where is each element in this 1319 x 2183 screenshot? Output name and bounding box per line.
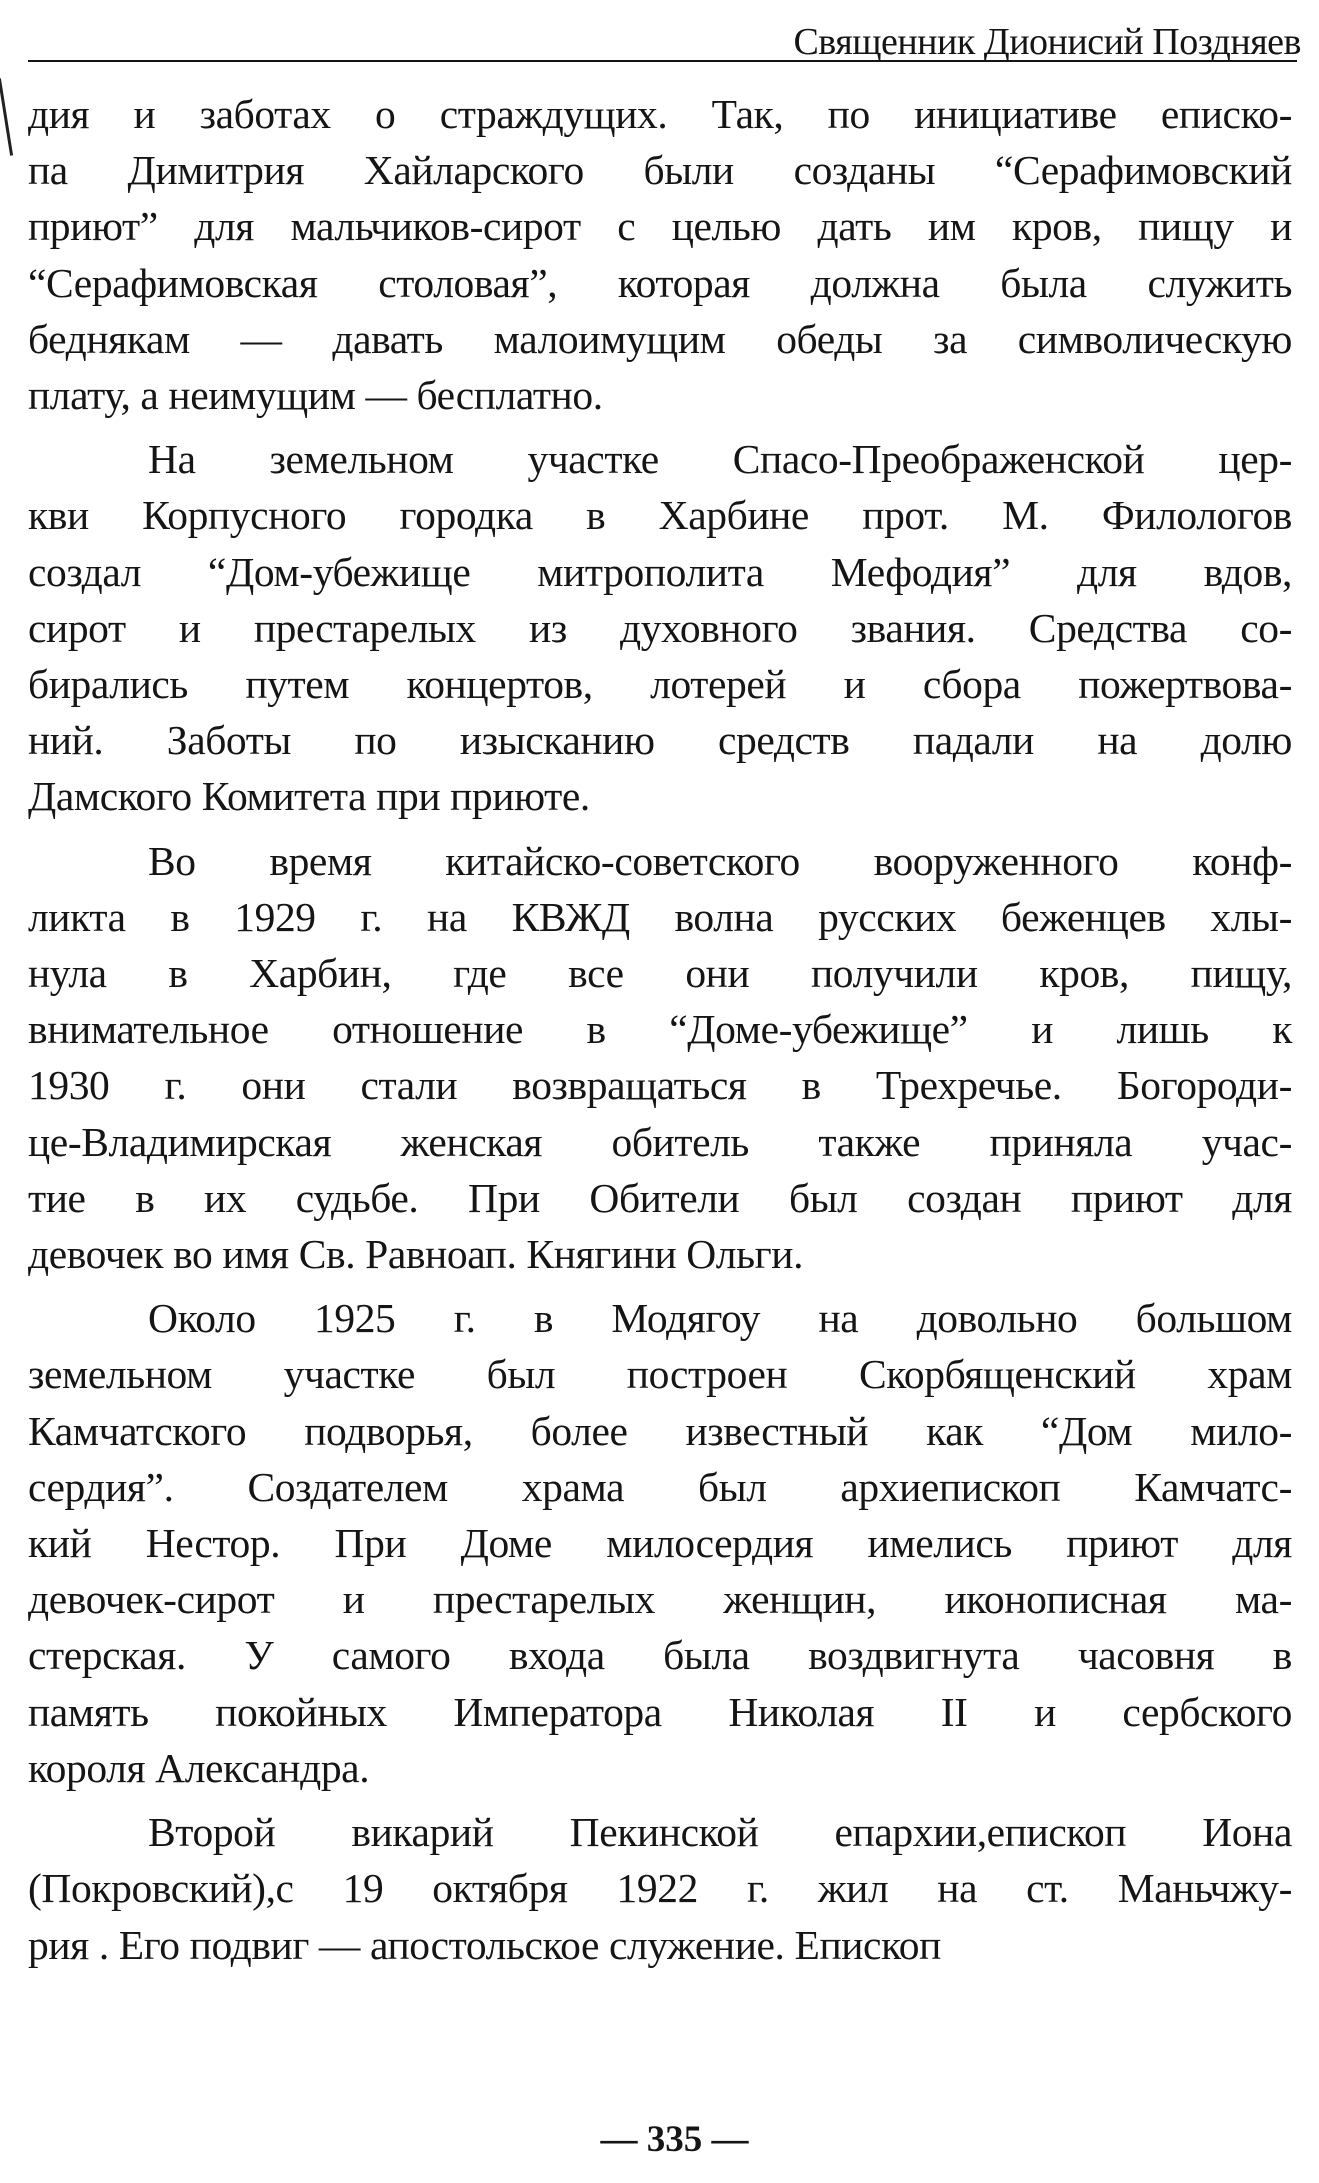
paragraph: [28, 1290, 1292, 1796]
text-line: девочек во имя Св. Равноап. Княгини Ольги.: [28, 1231, 804, 1278]
header-rule: [28, 60, 1297, 62]
text-line: беднякам — давать малоимущим обеды за символическую: [28, 315, 1292, 362]
text-line: сирот и престарелых из духовного звания. Средства со-: [28, 604, 1292, 651]
text-line: Во время китайско-советского вооруженного конф-: [148, 837, 1292, 884]
text-line: кви Корпусного городка в Харбине прот. М. Филологов: [28, 492, 1292, 539]
text-line: Около 1925 г. в Модягоу на довольно большом: [148, 1295, 1292, 1342]
text-line: це-Владимирская женская обитель также приняла учас-: [28, 1118, 1292, 1165]
text-line: бирались путем концертов, лотерей и сбора пожертвова-: [28, 661, 1292, 708]
paragraph: [28, 833, 1292, 1283]
text-line: создал “Дом-убежище митрополита Мефодия” для вдов,: [28, 548, 1292, 595]
text-line: 1930 г. они стали возвращаться в Трехречье. Богороди-: [28, 1062, 1292, 1109]
text-line: ний. Заботы по изысканию средств падали на долю: [28, 717, 1292, 764]
text-line: плату, а неимущим — бесплатно.: [28, 372, 603, 419]
text-line: ликта в 1929 г. на КВЖД волна русских беженцев хлы-: [28, 893, 1292, 940]
running-head: Священник Дионисий Поздняев: [793, 21, 1301, 63]
text-line: кий Нестор. При Доме милосердия имелись приют для: [28, 1520, 1292, 1567]
text-line: тие в их судьбе. При Обители был создан приют для: [28, 1174, 1292, 1221]
paragraph: [28, 431, 1292, 824]
text-line: земельном участке был построен Скорбященский храм: [28, 1351, 1292, 1398]
text-line: стерская. У самого входа была воздвигнута часовня в: [28, 1632, 1292, 1679]
text-line: рия . Его подвиг — апостольское служение. Епископ: [28, 1921, 941, 1968]
text-line: На земельном участке Спасо-Преображенской цер-: [148, 436, 1292, 483]
text-line: сердия”. Создателем храма был архиепископ Камчатс-: [28, 1463, 1292, 1510]
paragraph: [28, 1804, 1292, 1973]
text-line: внимательное отношение в “Доме-убежище” и лишь к: [28, 1006, 1292, 1053]
text-line: Камчатского подворья, более известный как “Дом мило-: [28, 1407, 1292, 1454]
margin-mark: [0, 78, 13, 156]
text-line: короля Александра.: [28, 1744, 370, 1791]
text-line: Второй викарий Пекинской епархии,епископ Иона: [148, 1809, 1292, 1856]
page-number: — 335 —: [600, 2119, 749, 2160]
text-line: “Серафимовская столовая”, которая должна была служить: [28, 259, 1292, 306]
text-line: па Димитрия Хайларского были созданы “Серафимовский: [28, 147, 1292, 194]
paragraph: [28, 86, 1292, 423]
text-line: дия и заботах о страждущих. Так, по инициативе еписко-: [28, 91, 1292, 137]
text-line: память покойных Императора Николая II и сербского: [28, 1688, 1292, 1735]
text-line: приют” для мальчиков-сирот с целью дать им кров, пищу и: [28, 203, 1292, 250]
text-line: Дамского Комитета при приюте.: [28, 773, 590, 820]
page-header: [28, 16, 1301, 62]
text-line: (Покровский),с 19 октября 1922 г. жил на ст. Маньчжу-: [28, 1865, 1292, 1912]
text-line: девочек-сирот и престарелых женщин, иконописная ма-: [28, 1576, 1292, 1623]
text-body: [28, 86, 1292, 1973]
text-line: нула в Харбин, где все они получили кров, пищу,: [28, 950, 1292, 997]
